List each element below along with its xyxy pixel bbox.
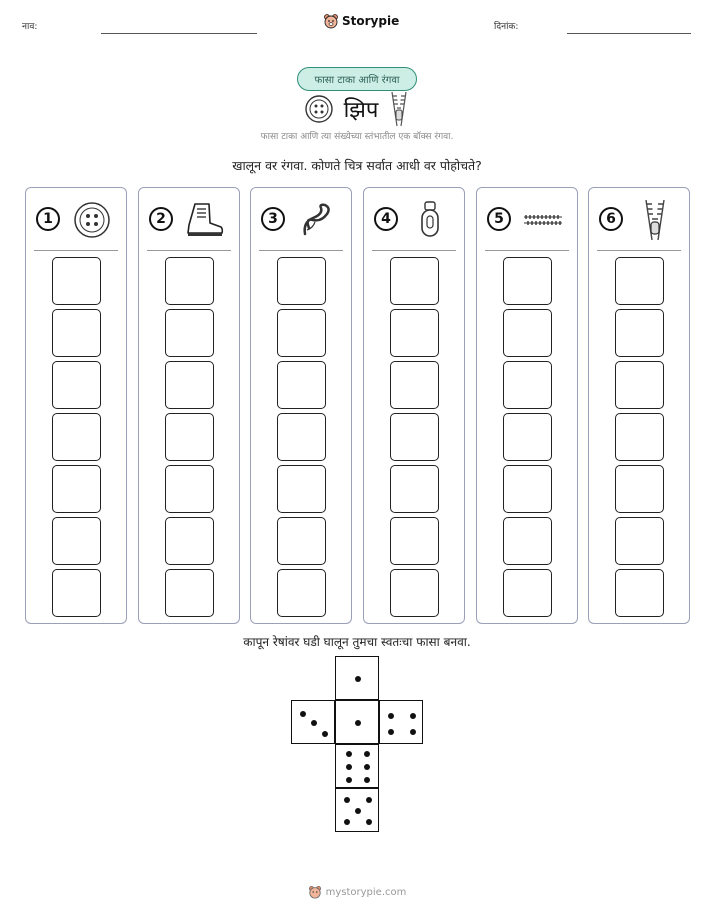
column-number: 6 <box>599 207 623 231</box>
name-line[interactable] <box>101 33 257 34</box>
column-number: 4 <box>374 207 398 231</box>
column-number: 1 <box>36 207 60 231</box>
color-box[interactable] <box>277 361 326 409</box>
color-boxes <box>277 257 326 621</box>
die-face-4 <box>379 700 423 744</box>
column-divider <box>259 250 343 251</box>
die-pip <box>346 777 352 783</box>
date-label: दिनांक: <box>494 22 519 32</box>
name-label: नाव: <box>22 22 38 32</box>
die-pip <box>346 764 352 770</box>
zipper-teeth-icon <box>521 199 565 241</box>
die-face-1 <box>335 656 379 700</box>
column-header <box>477 188 577 251</box>
color-box[interactable] <box>165 361 214 409</box>
color-box[interactable] <box>615 517 664 565</box>
color-box[interactable] <box>390 309 439 357</box>
color-box[interactable] <box>277 569 326 617</box>
color-box[interactable] <box>277 257 326 305</box>
die-pip <box>355 676 361 682</box>
color-box[interactable] <box>615 309 664 357</box>
brand-name: Storypie <box>342 14 400 28</box>
title-row <box>0 90 714 128</box>
button-icon <box>304 94 334 124</box>
column-4 <box>363 187 465 624</box>
rope-icon <box>295 199 339 241</box>
die-pip <box>322 731 328 737</box>
color-box[interactable] <box>615 465 664 513</box>
button-icon <box>70 199 114 241</box>
color-boxes <box>615 257 664 621</box>
color-box[interactable] <box>390 517 439 565</box>
color-box[interactable] <box>503 257 552 305</box>
column-2 <box>138 187 240 624</box>
column-divider <box>597 250 681 251</box>
color-box[interactable] <box>615 413 664 461</box>
column-number: 5 <box>487 207 511 231</box>
color-box[interactable] <box>390 465 439 513</box>
color-box[interactable] <box>277 517 326 565</box>
die-pip <box>366 797 372 803</box>
column-header <box>26 188 126 251</box>
die-face-3 <box>291 700 335 744</box>
column-number: 3 <box>261 207 285 231</box>
die-pip <box>344 797 350 803</box>
die-pip <box>388 713 394 719</box>
die-pip <box>388 729 394 735</box>
column-divider <box>147 250 231 251</box>
color-box[interactable] <box>277 465 326 513</box>
color-box[interactable] <box>165 569 214 617</box>
color-box[interactable] <box>52 465 101 513</box>
die-pip <box>344 819 350 825</box>
column-1 <box>25 187 127 624</box>
color-boxes <box>165 257 214 621</box>
cut-instruction: कापून रेषांवर घडी घालून तुमचा स्वतःचा फासा बनवा. <box>243 635 471 649</box>
color-box[interactable] <box>277 413 326 461</box>
color-box[interactable] <box>615 569 664 617</box>
footer-site[interactable]: mystorypie.com <box>325 886 407 898</box>
die-pip <box>364 764 370 770</box>
color-box[interactable] <box>615 361 664 409</box>
column-5 <box>476 187 578 624</box>
column-number: 2 <box>149 207 173 231</box>
color-box[interactable] <box>503 309 552 357</box>
zipper-icon <box>633 199 677 241</box>
zipper-pull-icon <box>408 199 452 241</box>
column-header <box>589 188 689 251</box>
color-box[interactable] <box>390 569 439 617</box>
color-box[interactable] <box>52 361 101 409</box>
color-box[interactable] <box>615 257 664 305</box>
column-divider <box>34 250 118 251</box>
die-pip <box>355 720 361 726</box>
column-divider <box>485 250 569 251</box>
column-header <box>139 188 239 251</box>
page-title: झिप <box>343 98 379 123</box>
subtitle: फासा टाका आणि त्या संख्येच्या स्तंभातील एक बॉक्स रंगवा. <box>260 132 454 142</box>
footer <box>0 885 714 899</box>
color-box[interactable] <box>165 413 214 461</box>
color-box[interactable] <box>165 309 214 357</box>
color-box[interactable] <box>503 413 552 461</box>
die-pip <box>346 751 352 757</box>
boot-icon <box>183 199 227 241</box>
color-box[interactable] <box>503 569 552 617</box>
color-box[interactable] <box>52 517 101 565</box>
column-header <box>251 188 351 251</box>
column-divider <box>372 250 456 251</box>
instruction: खालून वर रंगवा. कोणते चित्र सर्वात आधी वर पोहोचते? <box>232 158 482 173</box>
die-pip <box>364 777 370 783</box>
color-box[interactable] <box>52 569 101 617</box>
color-box[interactable] <box>390 413 439 461</box>
bear-footer-icon <box>308 885 322 899</box>
die-pip <box>355 808 361 814</box>
color-box[interactable] <box>503 465 552 513</box>
die-pip <box>366 819 372 825</box>
zipper-icon <box>388 90 410 128</box>
column-header <box>364 188 464 251</box>
color-box[interactable] <box>390 361 439 409</box>
column-3 <box>250 187 352 624</box>
color-boxes <box>390 257 439 621</box>
color-box[interactable] <box>503 361 552 409</box>
column-6 <box>588 187 690 624</box>
bear-logo-icon <box>323 13 339 29</box>
color-boxes <box>52 257 101 621</box>
die-pip <box>410 729 416 735</box>
die-pip <box>410 713 416 719</box>
color-box[interactable] <box>277 309 326 357</box>
die-face-1 <box>335 700 379 744</box>
color-box[interactable] <box>165 465 214 513</box>
color-box[interactable] <box>52 309 101 357</box>
die-pip <box>300 711 306 717</box>
color-box[interactable] <box>390 257 439 305</box>
die-face-6 <box>335 744 379 788</box>
color-boxes <box>503 257 552 621</box>
color-box[interactable] <box>165 517 214 565</box>
date-line[interactable] <box>567 33 691 34</box>
color-box[interactable] <box>165 257 214 305</box>
color-box[interactable] <box>52 413 101 461</box>
die-pip <box>311 720 317 726</box>
die-face-5 <box>335 788 379 832</box>
color-box[interactable] <box>52 257 101 305</box>
storypie-logo <box>323 13 399 29</box>
activity-pill: फासा टाका आणि रंगवा <box>297 67 417 91</box>
color-box[interactable] <box>503 517 552 565</box>
die-pip <box>364 751 370 757</box>
